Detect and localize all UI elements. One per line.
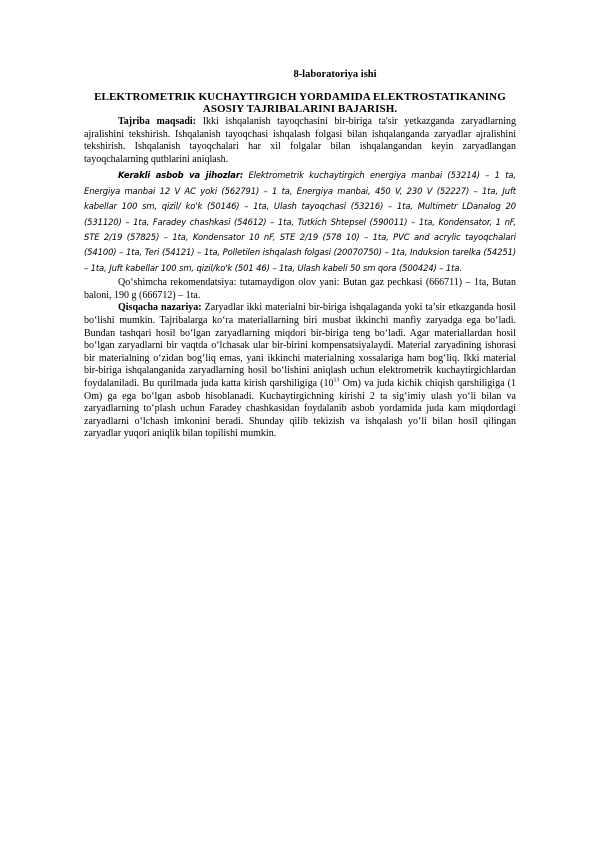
theory-label: Qisqacha nazariya: — [118, 302, 202, 314]
equipment-paragraph — [84, 168, 516, 276]
goal-paragraph — [84, 116, 516, 166]
theory-text-2: Om) va juda kichik chiqish qarshiligiga (1 Om) ga ega bo‘lgan asbob hisoblanadi. Kuchaytirgichning kirishi 2 ta sig‘imiy ulash yo‘li bilan va zaryadlarning to‘plash uchun Faradey chashkasidan foydalanib asbob yordamida juda kam miqdordagi zaryadlarni o‘lchash imkonini beradi. Shunday qilib tekizish va ishqalash yo‘li bilan hosil qilingan zaryadlar yuqori aniqlik bilan topilishi mumkin. — [84, 377, 516, 440]
goal-text: Ikki ishqalanish tayoqchasini bir-biriga ta'sir yetkazganda zaryadlarning ajralishini tekshirish. Ishqalanish tayoqchasi ishqalash folgasi bilan ishqalanganda zaryadlar ajralishini tekshirish. Ishqalanish tayoqchalari har xil folgalar bilan ishqalangandan keyin zaryadlangan tayoqchalarning qutblarini aniqlash. — [84, 116, 516, 165]
equipment-text: Elektrometrik kuchaytirgich energiya manbai (53214) – 1 ta, Energiya manbai 12 V AC yoki (562791) – 1 ta, Energiya manbai, 450 V, 230 V (52227) – 1ta, Juft kabellar 100 sm, qizil/ ko'k (50146) – 1ta, Ulash tayoqchasi (53216) – 1ta, Multimetr LDanalog 20 (531120) – 1ta, Faradey chashkasi (54612) – 1ta, Tutkich Shtepsel (590011) – 1ta, Kondensator, 1 nF, STE 2/19 (57825) – 1ta, Kondensator 10 nF, STE 2/19 (578 10) – 1ta, PVC and acrylic tayoqchalari (54100) – 1ta, Teri (54121) – 1ta, Polletilen ishqalash folgasi (20070750) – 1ta, Induksion tarelka (54251) – 1ta, Juft kabellar 100 sm, qizil/ko'k (501 46) – 1ta, Ulash kabeli 50 sm qora (500424) – 1ta. — [84, 170, 516, 273]
lab-title: 8-laboratoriya ishi — [293, 69, 377, 80]
theory-exponent: 13 — [333, 377, 340, 384]
goal-label: Tajriba maqsadi: — [118, 116, 197, 127]
main-title: ELEKTROMETRIK KUCHAYTIRGICH YORDAMIDA ELEKTROSTATIKANING ASOSIY TAJRIBALARINI BAJARISH. — [94, 91, 506, 115]
theory-text-1: Zaryadlar ikki materialni bir-biriga ishqalaganda yoki ta’sir etkazganda hosil bo‘lishi mumkin. Tajribalarga ko‘ra materiallarning biri musbat ikkinchi manfiy zaryadga ega bo‘ladi. Bundan tashqari hosil bo‘lgan zaryadlarning miqdori bir-biriga teng bo‘ladi. Agar materiallardan hosil bo‘lgan zaryadlarni bir vaqtda o‘lchasak ular bir-birini kompensatsiyalaydi. Material zaryadining ishorasi bir materialning o‘zidan bog‘liq emas, yani ikkinchi materialning xossalariga ham bog‘liq. Ikki material bir-biriga ishqalanganida zaryadlarning hosil bo‘lishini aniqlash uchun elektrometrik kuchaytirgichlardan foydalaniladi. Bu qurilmada juda katta kirish qarshiligiga (10 — [84, 302, 516, 389]
recommendation-paragraph: Qo‘shimcha rekomendatsiya: tutamaydigon olov yani: Butan gaz pechkasi (666711) – 1ta, Butan baloni, 190 g (666712) – 1ta. — [84, 277, 516, 301]
equipment-label: Kerakli asbob va jihozlar: — [118, 170, 244, 181]
document-page — [84, 68, 516, 441]
theory-paragraph — [84, 302, 516, 441]
